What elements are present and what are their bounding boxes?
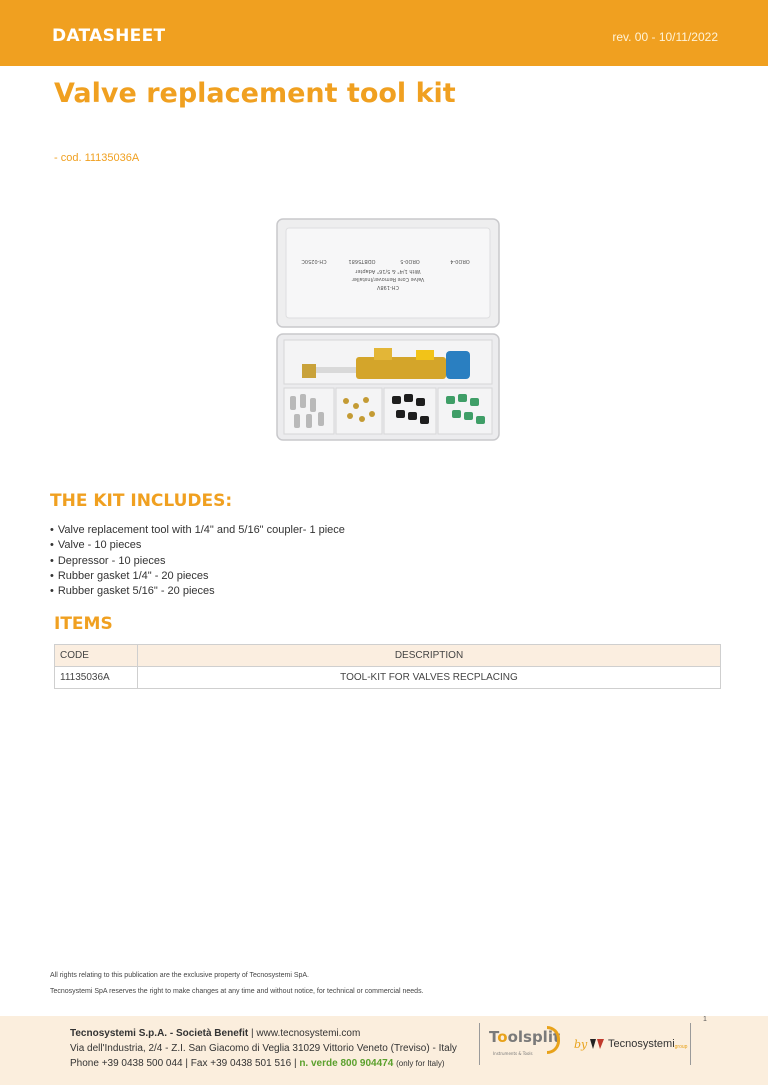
tecnosystemi-group-text: group [674, 1044, 688, 1050]
list-item: • Valve replacement tool with 1/4" and 5/16" coupler- 1 piece [50, 523, 345, 538]
column-header-description: DESCRIPTION [138, 645, 721, 667]
lid-text-code-4: ORO0-4 [450, 258, 470, 264]
toolsplit-tagline: Instruments & Tools [493, 1051, 533, 1056]
separator: | [185, 1058, 188, 1069]
cell-code: 11135036A [55, 667, 138, 689]
kit-items-list [50, 523, 345, 599]
separator: | [250, 1028, 254, 1039]
header-bar [0, 0, 768, 66]
kit-includes-heading: THE KIT INCLUDES: [50, 491, 233, 511]
page-number: 1 [703, 1016, 707, 1023]
cell-description: TOOL-KIT FOR VALVES RECPLACING [138, 667, 721, 689]
tecnosystemi-mark-icon [590, 1039, 604, 1049]
company-name: Tecnosystemi S.p.A. - Società Benefit [70, 1028, 249, 1039]
column-header-code: CODE [55, 645, 138, 667]
list-item: • Rubber gasket 1/4" - 20 pieces [50, 569, 345, 584]
list-item: • Valve - 10 pieces [50, 538, 345, 553]
list-item: • Rubber gasket 5/16" - 20 pieces [50, 584, 345, 599]
company-fax: Fax +39 0438 501 516 [190, 1058, 292, 1069]
table-row [55, 667, 721, 689]
lid-text-code-3: ORO0-5 [400, 258, 420, 264]
lid-text-adapter: With 1/4" & 5/16" Adapter [355, 268, 421, 274]
toolsplit-logo-text-o: o [497, 1028, 508, 1046]
product-photo [274, 216, 502, 444]
items-table [54, 644, 721, 689]
toolsplit-logo-text-t: T [489, 1028, 498, 1046]
footer-divider-right [690, 1023, 691, 1065]
disclaimer-changes: Tecnosystemi SpA reserves the right to make changes at any time and without notice, for technical or commercial needs. [50, 988, 424, 995]
table-header-row [55, 645, 721, 667]
lid-text-code-2: ODBT5681 [348, 258, 376, 264]
list-item: • Depressor - 10 pieces [50, 554, 345, 569]
toll-free-note: (only for Italy) [396, 1059, 445, 1068]
lid-text-code-1: CH-0250C [301, 258, 327, 264]
toolsplit-logo-text-rest: olsplit [507, 1028, 561, 1046]
toll-free-number: n. verde 800 904474 [299, 1058, 394, 1069]
toolsplit-logo [489, 1028, 561, 1056]
lid-text-name: Valve Core Remover/Installer [351, 276, 425, 282]
page-title: Valve replacement tool kit [54, 78, 456, 109]
company-address: Via dell'Industria, 2/4 - Z.I. San Giacomo di Veglia 31029 Vittorio Veneto (Treviso) - Italy [70, 1043, 457, 1054]
items-heading: ITEMS [54, 614, 113, 634]
tecnosystemi-logo [590, 1038, 687, 1050]
company-website-link[interactable]: www.tecnosystemi.com [256, 1028, 361, 1039]
by-label: by [574, 1038, 588, 1051]
separator: | [293, 1058, 297, 1069]
footer-divider-left [479, 1023, 480, 1065]
doc-type-label: DATASHEET [52, 26, 166, 46]
lid-text-model: CH-198V [376, 284, 400, 290]
company-info [70, 1026, 457, 1071]
product-code: - cod. 11135036A [54, 152, 140, 164]
disclaimer-rights: All rights relating to this publication are the exclusive property of Tecnosystemi SpA. [50, 972, 309, 979]
revision-date: rev. 00 - 10/11/2022 [612, 30, 718, 44]
company-phone: Phone +39 0438 500 044 [70, 1058, 183, 1069]
tecnosystemi-logo-text: Tecnosystemi [608, 1038, 675, 1050]
